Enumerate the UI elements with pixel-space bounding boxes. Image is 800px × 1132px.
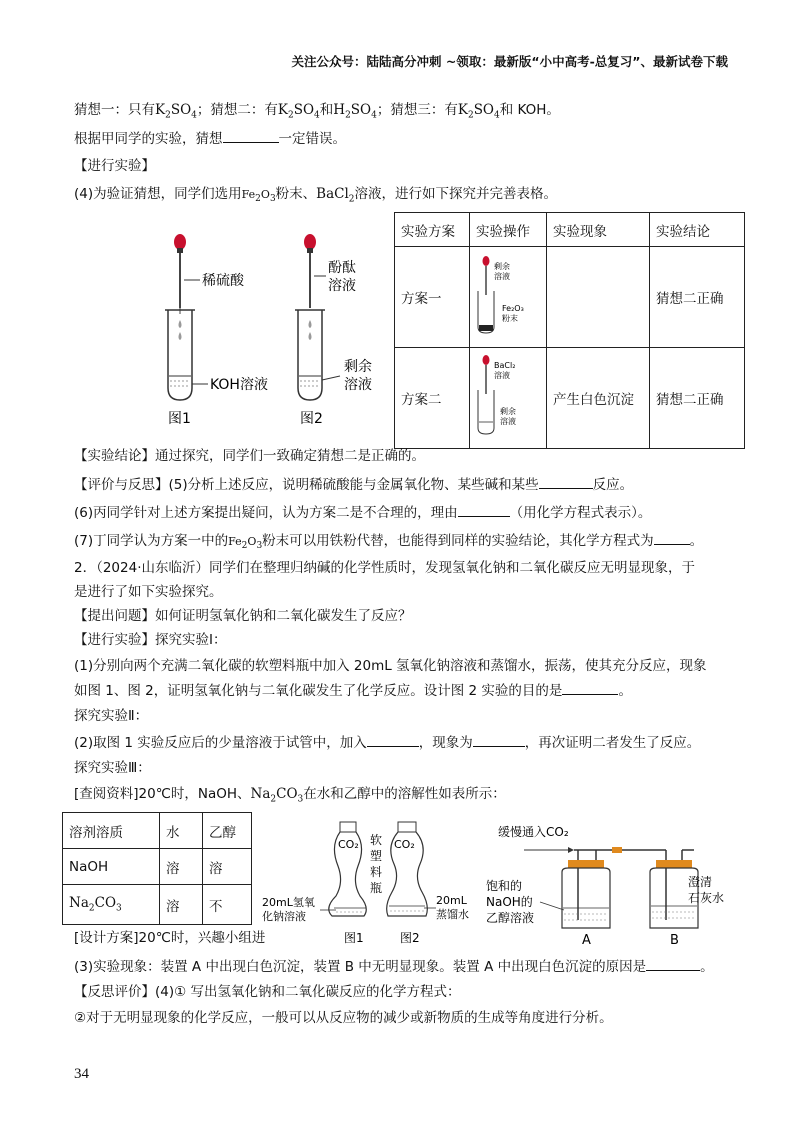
guess-three: ；猜想三：有 (376, 102, 458, 118)
test-tube-icon (165, 310, 195, 400)
svg-text:溶液: 溶液 (494, 272, 510, 281)
operation-diagram (470, 348, 546, 444)
section-heading: 探究实验Ⅲ： (74, 760, 151, 776)
svg-text:NaOH的: NaOH的 (486, 895, 533, 909)
section-heading: 【进行实验】 (74, 158, 155, 174)
text-line: 【评价与反思】(5)分析上述反应，说明稀硫酸能与金属氧化物、某些碱和某些 反应。 (74, 474, 633, 495)
svg-text:溶液: 溶液 (494, 371, 510, 380)
svg-text:蒸馏水: 蒸馏水 (436, 908, 469, 921)
text-line: 是进行了如下实验探究。 (74, 584, 223, 600)
svg-text:溶液: 溶液 (500, 417, 516, 426)
solubility-table (62, 812, 252, 925)
answer-blank (654, 530, 690, 545)
table-header: 实验方案 (395, 213, 470, 247)
answer-blank (539, 474, 593, 489)
answer-blank (646, 956, 700, 971)
text-line: (2)取图 1 实验反应后的少量溶液于试管中，加入 ，现象为 ，再次证明二者发生了反应。 (74, 732, 700, 753)
text-line: 如图 1、图 2，证明氢氧化钠与二氧化碳发生了化学反应。设计图 2 实验的目的是 。 (74, 680, 632, 701)
test-tube-figure (150, 228, 390, 428)
svg-text:石灰水: 石灰水 (688, 891, 724, 905)
table-header: 乙醇 (203, 813, 252, 849)
operation-cell (470, 247, 547, 348)
formula-fe2o3: $Fe_2O_3$ (228, 535, 263, 552)
guess-line: 猜想一：只有$K_2SO_4$；猜想二：有$K_2SO_4$和$H_2SO_4$；猜想三：有$K_2SO_4$和 KOH。 (74, 102, 560, 121)
label-phenol: 酚酞 (328, 260, 356, 276)
figure-caption-1: 图1 (168, 411, 191, 427)
phenomenon-cell: 产生白色沉淀 (547, 348, 650, 449)
table-header: 实验结论 (650, 213, 745, 247)
conclusion-cell: 猜想二正确 (650, 348, 745, 449)
question-title: 2．（2024·山东临沂）同学们在整理归纳碱的化学性质时，发现氢氧化钠和二氧化碳反应无明显现象，于 (74, 560, 695, 576)
text-line: 【实验结论】通过探究，同学们一致确定猜想二是正确的。 (74, 448, 425, 464)
formula-bacl2: BaCl$_2$ (316, 186, 355, 205)
text-line: (6)丙同学针对上述方案提出疑问，认为方案二是不合理的，理由 （用化学方程式表示）。 (74, 502, 651, 523)
svg-text:BaCl₂: BaCl₂ (494, 361, 516, 370)
label-phenol: 溶液 (328, 278, 356, 294)
text-line: 根据甲同学的实验，猜想 一定错误。 (74, 128, 346, 149)
text-line: (3)实验现象：装置 A 中出现白色沉淀，装置 B 中无明显现象。装置 A 中出现白色沉淀的原因是 。 (74, 956, 714, 977)
svg-text:B: B (670, 933, 679, 948)
table-row: NaOH 溶 溶 (63, 849, 252, 885)
svg-text:粉末: 粉末 (502, 314, 518, 323)
experiment-table (394, 212, 745, 449)
text-line: [设计方案]20℃时，兴趣小组进 (74, 930, 266, 946)
label-remaining: 溶液 (344, 377, 372, 393)
label-acid: 稀硫酸 (202, 273, 244, 289)
svg-text:剩余: 剩余 (494, 262, 510, 271)
dropper-icon (174, 234, 186, 314)
gas-bottle-b-icon (650, 850, 698, 928)
svg-text:CO₂: CO₂ (338, 838, 359, 851)
answer-blank (367, 732, 419, 747)
svg-text:瓶: 瓶 (370, 881, 383, 895)
phenomenon-cell (547, 247, 650, 348)
formula-na2co3: $Na_2CO_3$ (250, 786, 304, 805)
page-number: 34 (74, 1066, 89, 1082)
text-line: (4)为验证猜想，同学们选用$Fe_2O_3$粉末、BaCl$_2$溶液，进行如下探究并完善表格。 (74, 186, 558, 205)
label-slow-co2: 缓慢通入CO₂ (498, 825, 569, 839)
svg-text:Fe₂O₃: Fe₂O₃ (502, 304, 524, 313)
svg-text:料: 料 (370, 865, 383, 879)
table-header: 实验操作 (470, 213, 547, 247)
section-heading: 【提出问题】如何证明氢氧化钠和二氧化碳发生了反应？ (74, 608, 412, 624)
formula-k2so4-c: $K_2SO_4$ (457, 102, 500, 121)
table-header: 水 (160, 813, 203, 849)
guess-one: 猜想一：只有 (74, 102, 155, 118)
svg-text:图2: 图2 (400, 931, 420, 945)
text-line: [查阅资料]20℃时，NaOH、$Na_2CO_3$在水和乙醇中的溶解性如表所示： (74, 786, 506, 805)
page-header: 关注公众号：陆陆高分冲刺 ~领取：最新版“小中高考-总复习”、最新试卷下载 (291, 54, 728, 69)
answer-blank (473, 732, 525, 747)
formula-h2so4: $H_2SO_4$ (333, 102, 377, 121)
formula-fe2o3: $Fe_2O_3$ (241, 188, 276, 205)
bottle-figure (258, 816, 478, 948)
operation-diagram (470, 247, 546, 343)
svg-text:饱和的: 饱和的 (486, 879, 523, 893)
svg-text:化钠溶液: 化钠溶液 (262, 910, 306, 923)
conclusion-cell: 猜想二正确 (650, 247, 745, 348)
section-heading: 探究实验Ⅱ： (74, 708, 149, 724)
label-koh: KOH溶液 (210, 377, 268, 393)
svg-text:A: A (582, 933, 591, 948)
formula-k2so4-b: $K_2SO_4$ (277, 102, 320, 121)
svg-text:乙醇溶液: 乙醇溶液 (486, 911, 535, 925)
svg-text:图1: 图1 (344, 931, 364, 945)
table-header: 溶剂溶质 (63, 813, 160, 849)
test-tube-icon (295, 310, 325, 400)
figure-caption-2: 图2 (300, 411, 323, 427)
answer-blank (458, 502, 510, 517)
text-line: (1)分别向两个充满二氧化碳的软塑料瓶中加入 20mL 氢氧化钠溶液和蒸馏水，振荡，使其充分反应，现象 (74, 658, 707, 674)
label-remaining: 剩余 (344, 359, 372, 375)
bottle-icon (387, 822, 428, 916)
squeezed-bottle-icon (329, 822, 366, 916)
plan-cell: 方案一 (395, 247, 470, 348)
table-row (395, 348, 745, 449)
answer-blank (223, 128, 279, 143)
text-line: (7)丁同学认为方案一中的$Fe_2O_3$粉末可以用铁粉代替，也能得到同样的实验结论，其化学方程式为 。 (74, 530, 703, 556)
answer-blank (562, 680, 618, 695)
plan-cell: 方案二 (395, 348, 470, 449)
text-line: 【反思评价】(4)① 写出氢氧化钠和二氧化碳反应的化学方程式： (74, 984, 461, 1000)
svg-text:塑: 塑 (370, 849, 383, 863)
svg-text:剩余: 剩余 (500, 407, 516, 416)
svg-text:20mL氢氧: 20mL氢氧 (262, 896, 315, 909)
formula-k2so4: $K_2SO_4$ (155, 102, 197, 121)
operation-cell (470, 348, 547, 449)
apparatus-figure (484, 820, 724, 950)
guess-two: ；猜想二：有 (196, 102, 278, 118)
table-row: $Na_2CO_3$ 溶 不 (63, 885, 252, 925)
section-heading: 【进行实验】探究实验Ⅰ： (74, 632, 227, 648)
svg-text:软: 软 (370, 833, 383, 847)
svg-text:CO₂: CO₂ (394, 838, 415, 851)
text-line: ②对于无明显现象的化学反应，一般可以从反应物的减少或新物质的生成等角度进行分析。 (74, 1010, 613, 1026)
table-row (395, 247, 745, 348)
dropper-icon (304, 234, 316, 308)
svg-text:澄清: 澄清 (688, 875, 713, 889)
svg-text:20mL: 20mL (436, 894, 467, 907)
table-header: 实验现象 (547, 213, 650, 247)
